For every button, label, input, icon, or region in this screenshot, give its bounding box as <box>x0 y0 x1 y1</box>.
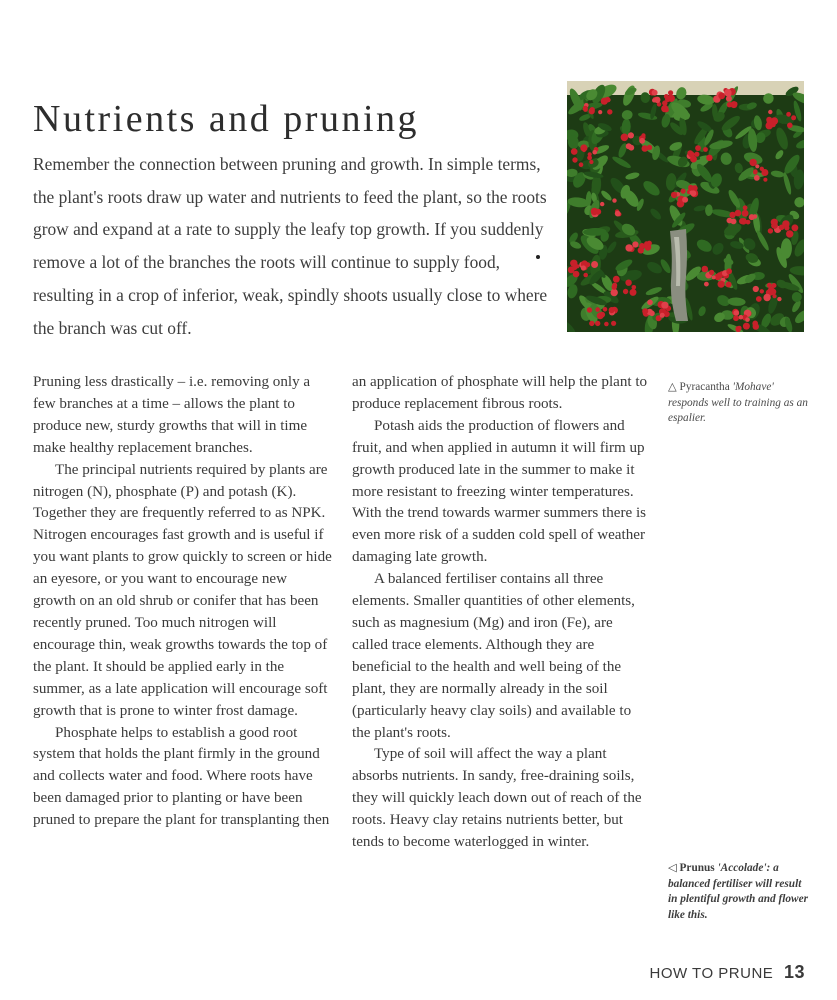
berry-shape <box>739 218 745 224</box>
berry-shape <box>726 282 732 288</box>
berry-shape <box>613 276 620 283</box>
berry-shape <box>652 90 658 96</box>
berry-shape <box>612 284 617 289</box>
berry-shape <box>753 286 759 292</box>
berry-shape <box>612 198 616 202</box>
berry-shape <box>736 327 741 332</box>
berry-shape <box>591 261 598 268</box>
berry-shape <box>768 110 772 114</box>
berry-shape <box>733 102 737 106</box>
berry-shape <box>786 112 791 117</box>
berry-shape <box>647 145 652 150</box>
berry-shape <box>690 156 697 163</box>
berry-shape <box>787 123 793 129</box>
berry-shape <box>733 310 739 316</box>
berry-shape <box>761 169 768 176</box>
berry-shape <box>766 117 772 123</box>
berry-shape <box>572 157 577 162</box>
berry-shape <box>704 282 709 287</box>
berry-shape <box>595 307 600 312</box>
berry-shape <box>743 205 748 210</box>
berry-shape <box>642 308 648 314</box>
berry-shape <box>609 307 615 313</box>
berry-shape <box>632 285 637 290</box>
berry-shape <box>743 323 750 330</box>
berry-shape <box>754 175 760 181</box>
triangle-left-icon: ◁ <box>668 862 677 874</box>
berry-shape <box>702 266 709 273</box>
berry-shape <box>746 220 751 225</box>
berry-shape <box>733 315 739 321</box>
photo-caption-pyracantha <box>668 380 813 427</box>
berry-shape <box>589 321 594 326</box>
berry-shape <box>639 138 645 144</box>
berry-shape <box>724 89 731 96</box>
berry-shape <box>587 155 592 160</box>
stray-dot <box>536 255 540 259</box>
caption-cultivar: 'Mohave' <box>732 381 774 393</box>
berry-shape <box>791 115 796 120</box>
triangle-up-icon: △ <box>668 381 677 393</box>
berry-shape <box>792 224 799 231</box>
paragraph: Pruning less drastically – i.e. removing only a few branches at a time – allows the plant to produce new, sturdy growths that will in time make healthy replacement branches. <box>33 374 311 456</box>
berry-shape <box>592 150 597 155</box>
berry-shape <box>632 241 638 247</box>
berry-shape <box>595 209 601 215</box>
berry-shape <box>665 97 670 102</box>
berry-shape <box>644 241 649 246</box>
berry-shape <box>625 244 632 251</box>
running-footer-label: HOW TO PRUNE <box>649 965 774 982</box>
berry-shape <box>582 148 586 152</box>
berry-shape <box>583 106 588 111</box>
berry-shape <box>681 189 686 194</box>
berry-shape <box>605 97 611 103</box>
berry-shape <box>599 312 605 318</box>
paragraph: A balanced fertiliser contains all three elements. Smaller quantities of other elements, such as magnesium (Mg) and iron (Fe), are called trace elements. Although they are beneficial to the health and well being of the plant, they are normally already in the soil (particularly heavy clay soils) and available to the plant's roots. <box>352 571 635 741</box>
berry-shape <box>709 270 714 275</box>
pyracantha-photo-image <box>567 81 804 332</box>
berry-shape <box>587 307 592 312</box>
berry-shape <box>682 197 688 203</box>
berry-shape <box>654 97 660 103</box>
berry-shape <box>615 211 621 217</box>
berry-shape <box>630 289 637 296</box>
paragraph: Potash aids the production of flowers and fruit, and when applied in autumn it will firm up growth produced late in the summer to make it more resistant to freezing winter temperatures. With the trend towards warmer summers there is even more risk of a sudden cold spell of weather damaging late growth. <box>352 417 647 566</box>
berry-shape <box>771 219 778 226</box>
berry-shape <box>718 92 725 99</box>
berry-shape <box>598 110 602 114</box>
berry-shape <box>695 145 701 151</box>
berry-shape <box>571 148 578 155</box>
berry-shape <box>600 202 604 206</box>
caption-plant-name: Pyracantha <box>679 381 730 393</box>
berry-shape <box>628 145 634 151</box>
berry-shape <box>706 155 712 161</box>
berry-shape <box>753 214 758 219</box>
paragraph: The principal nutrients required by plants are nitrogen (N), phosphate (P) and potash (K). Together they are frequently referred to as NPK. Nitrogen encourages fast growth and is useful if you want plants to grow quickly to screen or hide an eyesore, or you want to encourage new growth on an old shrub or conifer that has been recently pruned. Too much nitrogen will encourage thin, weak growths towards the top of the plant. It should be applied early in the summer, as a late application will encourage soft growth that is prone to winter frost damage. <box>33 461 332 719</box>
berry-shape <box>727 218 733 224</box>
berry-shape <box>786 230 793 237</box>
caption-text: responds well to training as an espalier. <box>668 396 808 424</box>
berry-shape <box>660 313 665 318</box>
text-column-right <box>352 372 652 854</box>
intro-paragraph: Remember the connection between pruning and growth. In simple terms, the plant's roots draw up water and nutrients to feed the plant, so the roots grow and expand at a rate to supply the leafy top growth. If you suddenly remove a lot of the branches the roots will continue to supply food, resulting in a crop of inferior, weak, spindly shoots usually close to where the branch was cut off. <box>33 154 548 338</box>
berry-shape <box>760 289 764 293</box>
berry-shape <box>664 107 669 112</box>
berry-shape <box>694 152 699 157</box>
berry-shape <box>718 281 725 288</box>
berry-shape <box>755 164 759 168</box>
pyracantha-photo <box>567 81 804 332</box>
berry-shape <box>589 108 595 114</box>
berry-shape <box>611 289 618 296</box>
berry-shape <box>579 162 584 167</box>
berry-shape <box>671 192 677 198</box>
berry-shape <box>611 321 616 326</box>
berry-shape <box>573 265 578 270</box>
berry-shape <box>777 297 781 301</box>
berry-shape <box>623 289 628 294</box>
caption-text: : a balanced fertiliser will result in plentiful growth and flower like this. <box>668 862 808 921</box>
berry-shape <box>742 210 749 217</box>
berry-shape <box>726 270 730 274</box>
paragraph: an application of phosphate will help the plant to produce replacement fibrous roots. <box>352 374 648 412</box>
berry-shape <box>763 178 767 182</box>
berry-shape <box>726 96 732 102</box>
berry-shape <box>647 300 653 306</box>
paragraph: Type of soil will affect the way a plant absorbs nutrients. In sandy, free-draining soils, they will quickly leach down out of reach of the roots. Heavy clay retains nutrients better, but tends to become waterlogged in winter. <box>352 746 642 851</box>
berry-shape <box>690 191 694 195</box>
berry-shape <box>735 210 742 217</box>
berry-shape <box>687 150 693 156</box>
text-column-left <box>33 372 333 832</box>
berry-shape <box>753 169 758 174</box>
berry-shape <box>583 273 588 278</box>
berry-shape <box>784 225 789 230</box>
berry-shape <box>712 275 716 279</box>
berry-shape <box>621 134 629 142</box>
berry-shape <box>668 90 673 95</box>
berry-shape <box>661 302 668 309</box>
photo-caption-prunus <box>668 861 813 923</box>
berry-shape <box>703 147 708 152</box>
berry-shape <box>638 247 644 253</box>
berry-shape <box>604 322 609 327</box>
berry-shape <box>603 307 608 312</box>
berry-shape <box>625 280 631 286</box>
berry-shape <box>641 133 645 137</box>
berry-shape <box>607 109 612 114</box>
caption-cultivar: 'Accolade' <box>717 862 767 874</box>
berry-shape <box>771 123 775 127</box>
paragraph: Phosphate helps to establish a good root system that holds the plant firmly in the ground and collects water and food. Where roots have been damaged prior to planting or have been pruned to prepare the plant for transplanting then <box>33 724 330 829</box>
berry-shape <box>767 283 772 288</box>
berry-shape <box>581 265 586 270</box>
berry-shape <box>745 317 750 322</box>
page-number: 13 <box>783 962 805 982</box>
berry-shape <box>595 321 600 326</box>
berry-shape <box>772 294 776 298</box>
berry-shape <box>628 132 634 138</box>
berry-shape <box>772 283 777 288</box>
page-title: Nutrients and pruning <box>33 98 420 141</box>
berry-shape <box>763 294 770 301</box>
caption-plant-name: Prunus <box>679 862 715 874</box>
berry-shape <box>768 228 773 233</box>
page-footer <box>650 962 806 983</box>
berry-shape <box>756 296 762 302</box>
berry-shape <box>739 315 744 320</box>
berry-shape <box>589 160 593 164</box>
berry-shape <box>649 311 655 317</box>
berry-shape <box>752 321 758 327</box>
